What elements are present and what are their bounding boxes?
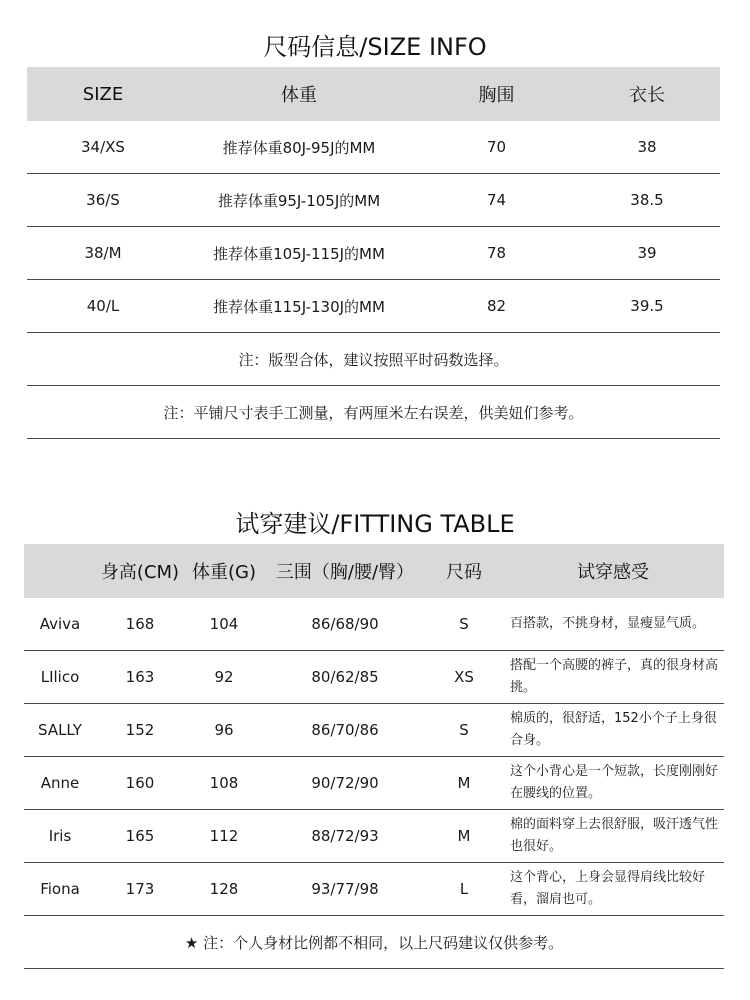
bust-cell: 70: [419, 121, 574, 174]
length-cell: 39: [574, 227, 720, 280]
model-name: Anne: [24, 757, 96, 810]
weight-cell: 推荐体重115J-130J的MM: [179, 280, 419, 333]
height-cell: 173: [96, 863, 184, 916]
size-cell: XS: [426, 651, 502, 704]
header-size: SIZE: [82, 83, 124, 105]
table-row: [24, 704, 724, 757]
size-cell: M: [426, 757, 502, 810]
header-weight: 体重(G): [192, 562, 256, 583]
weight-cell: 112: [184, 810, 264, 863]
weight-cell: 推荐体重105J-115J的MM: [179, 227, 419, 280]
length-cell: 39.5: [574, 280, 720, 333]
header-bust: 胸围: [478, 85, 515, 106]
note-row: [24, 916, 724, 969]
measurements-cell: 80/62/85: [264, 651, 426, 704]
table-row: [27, 227, 720, 280]
weight-cell: 推荐体重95J-105J的MM: [179, 174, 419, 227]
table-row: [24, 598, 724, 651]
header-height: 身高(CM): [100, 562, 180, 583]
measurements-cell: 93/77/98: [264, 863, 426, 916]
measurements-cell: 90/72/90: [264, 757, 426, 810]
header-weight: 体重: [281, 85, 317, 106]
size-cell: 34/XS: [27, 121, 179, 174]
header-length: 衣长: [629, 85, 665, 106]
table-row: [24, 810, 724, 863]
weight-cell: 92: [184, 651, 264, 704]
weight-cell: 推荐体重80J-95J的MM: [179, 121, 419, 174]
feel-cell: 棉质的，很舒适，152小个子上身很合身。: [502, 704, 724, 757]
size-cell: S: [426, 704, 502, 757]
table-row: [27, 174, 720, 227]
height-cell: 165: [96, 810, 184, 863]
height-cell: 163: [96, 651, 184, 704]
size-cell: L: [426, 863, 502, 916]
height-cell: 168: [96, 598, 184, 651]
weight-cell: 104: [184, 598, 264, 651]
header-name: [24, 544, 96, 598]
model-name: SALLY: [24, 704, 96, 757]
measurement-note: 注：平铺尺寸表手工测量，有两厘米左右误差，供美妞们参考。: [27, 386, 720, 439]
bust-cell: 82: [419, 280, 574, 333]
weight-cell: 128: [184, 863, 264, 916]
weight-cell: 108: [184, 757, 264, 810]
measurements-cell: 88/72/93: [264, 810, 426, 863]
size-cell: M: [426, 810, 502, 863]
size-info-title: 尺码信息/SIZE INFO: [263, 33, 487, 61]
note-row: [27, 333, 720, 386]
height-cell: 160: [96, 757, 184, 810]
fitting-table-header: [24, 544, 724, 598]
header-measurements: 三围（胸/腰/臀）: [275, 562, 415, 583]
size-cell: 36/S: [27, 174, 179, 227]
size-cell: 40/L: [27, 280, 179, 333]
header-feel: 试穿感受: [577, 562, 649, 583]
header-size: 尺码: [446, 562, 482, 583]
feel-cell: 搭配一个高腰的裤子，真的很身材高挑。: [502, 651, 724, 704]
feel-cell: 这个背心，上身会显得肩线比较好看，溜肩也可。: [502, 863, 724, 916]
model-name: Aviva: [24, 598, 96, 651]
fitting-note: ★ 注：个人身材比例都不相同，以上尺码建议仅供参考。: [24, 916, 724, 969]
table-row: [27, 121, 720, 174]
length-cell: 38: [574, 121, 720, 174]
feel-cell: 百搭款，不挑身材，显瘦显气质。: [502, 598, 724, 651]
size-table-header: [27, 67, 720, 121]
measurements-cell: 86/68/90: [264, 598, 426, 651]
size-cell: S: [426, 598, 502, 651]
fitting-title: 试穿建议/FITTING TABLE: [235, 510, 515, 538]
table-row: [27, 280, 720, 333]
length-cell: 38.5: [574, 174, 720, 227]
size-fit-note: 注：版型合体，建议按照平时码数选择。: [27, 333, 720, 386]
table-row: [24, 651, 724, 704]
table-row: [24, 863, 724, 916]
weight-cell: 96: [184, 704, 264, 757]
size-info-table: [27, 67, 720, 439]
bust-cell: 78: [419, 227, 574, 280]
table-row: [24, 757, 724, 810]
bust-cell: 74: [419, 174, 574, 227]
note-row: [27, 386, 720, 439]
model-name: Iris: [24, 810, 96, 863]
height-cell: 152: [96, 704, 184, 757]
model-name: LIlico: [24, 651, 96, 704]
feel-cell: 棉的面料穿上去很舒服，吸汗透气性也很好。: [502, 810, 724, 863]
feel-cell: 这个小背心是一个短款，长度刚刚好在腰线的位置。: [502, 757, 724, 810]
size-cell: 38/M: [27, 227, 179, 280]
measurements-cell: 86/70/86: [264, 704, 426, 757]
fitting-table: [24, 544, 724, 969]
model-name: Fiona: [24, 863, 96, 916]
